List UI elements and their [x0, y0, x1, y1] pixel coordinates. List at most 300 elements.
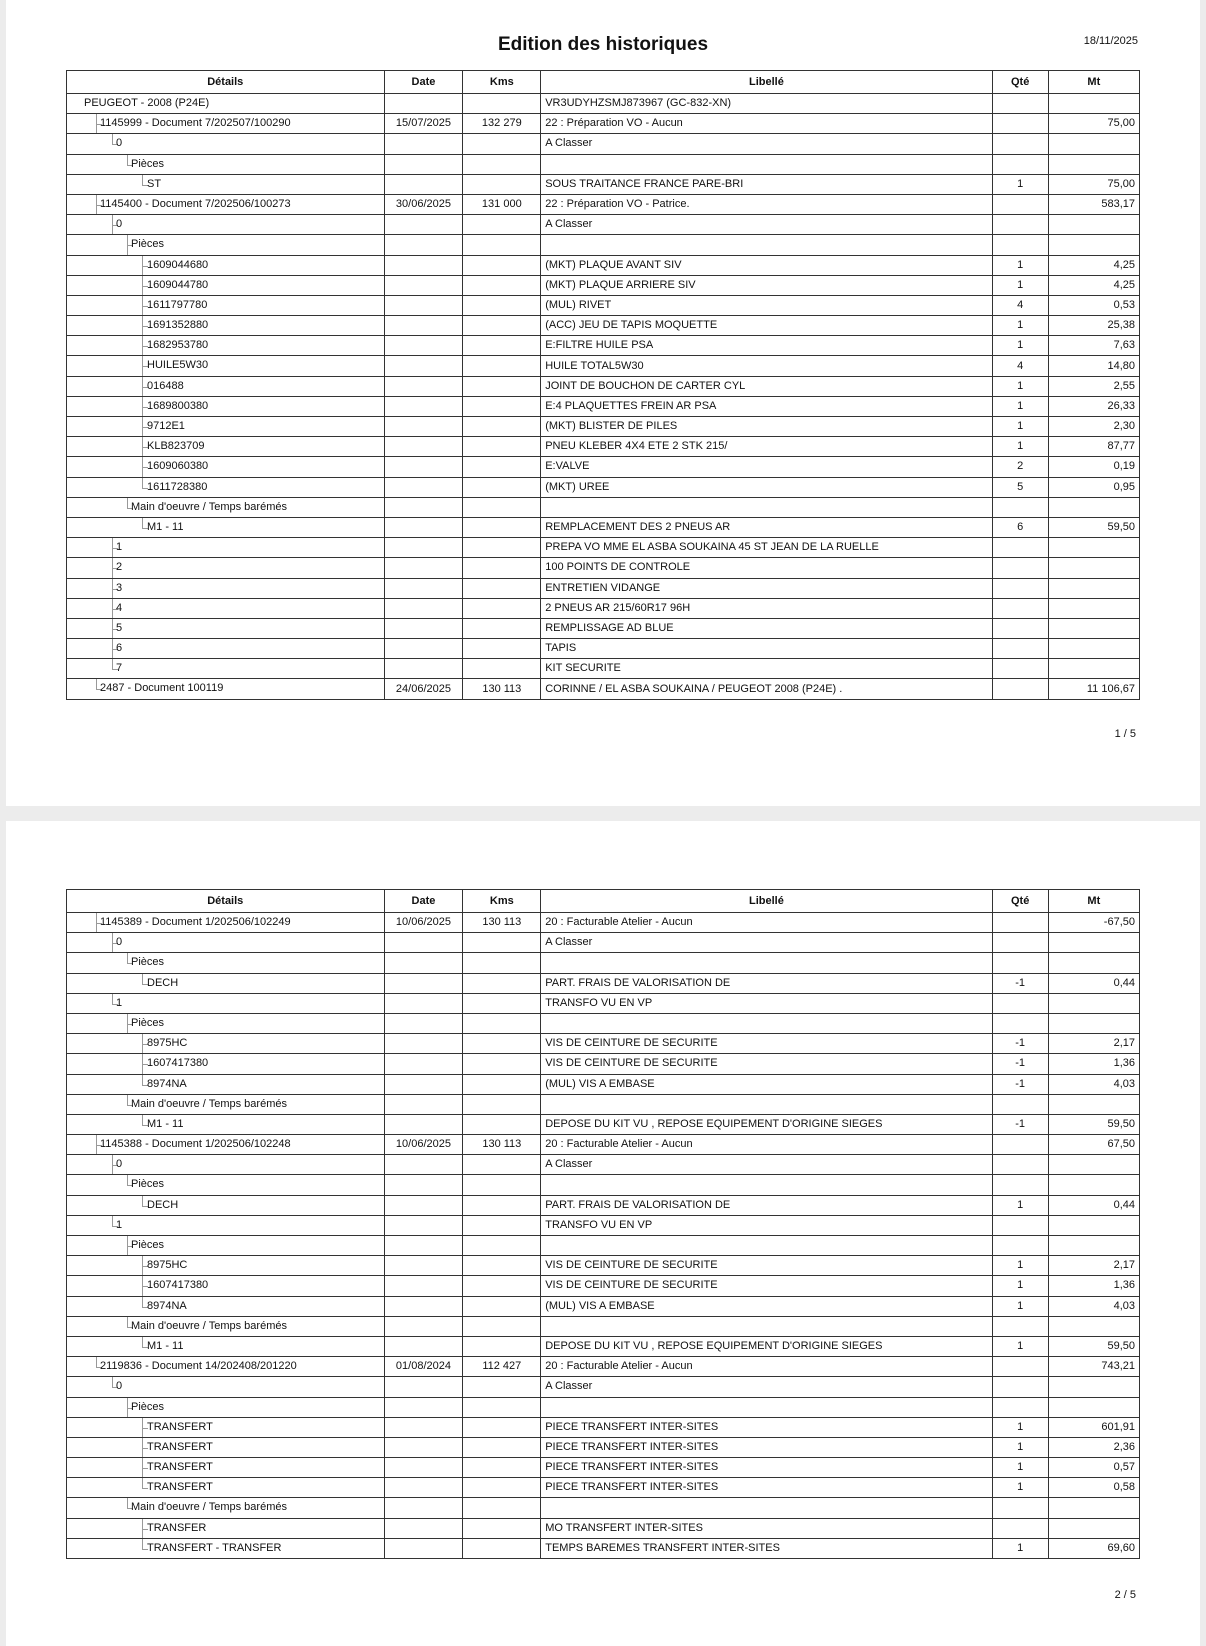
cell-qte: 1 [992, 275, 1048, 295]
cell-date [384, 598, 463, 618]
table-row [67, 1397, 1140, 1417]
cell-qte [992, 134, 1048, 154]
cell-libelle: TEMPS BAREMES TRANSFERT INTER-SITES [541, 1538, 992, 1558]
cell-libelle: HUILE TOTAL5W30 [541, 356, 992, 376]
table-row [67, 1034, 1140, 1054]
details-text: Main d'oeuvre / Temps barémés [131, 1097, 287, 1110]
details-text: 1145388 - Document 1/202506/102248 [100, 1138, 291, 1151]
cell-details [67, 1377, 385, 1397]
cell-date [384, 558, 463, 578]
details-text: DECH [147, 976, 179, 989]
details-text: 1611797780 [147, 298, 208, 311]
table-header-row [67, 890, 1140, 913]
cell-qte: 4 [992, 295, 1048, 315]
details-text: TRANSFERT [147, 1481, 213, 1494]
table-row [67, 1437, 1140, 1457]
details-text: KLB823709 [147, 440, 205, 453]
cell-mt [1048, 659, 1139, 679]
cell-details [67, 1336, 385, 1356]
details-text: 1607417380 [147, 1279, 209, 1292]
cell-details [67, 477, 385, 497]
table-row [67, 154, 1140, 174]
cell-date [384, 1094, 463, 1114]
report-title: Edition des historiques [497, 34, 709, 55]
header-libelle: Libellé [541, 71, 992, 94]
cell-libelle [541, 154, 992, 174]
cell-details [67, 1114, 385, 1134]
details-text: 0 [116, 137, 123, 150]
cell-libelle: E:VALVE [541, 457, 992, 477]
table-row [67, 1417, 1140, 1437]
cell-mt [1048, 953, 1139, 973]
cell-mt [1048, 134, 1139, 154]
cell-libelle: TRANSFO VU EN VP [541, 993, 992, 1013]
table-row [67, 1135, 1140, 1155]
cell-qte [992, 538, 1048, 558]
details-text: 7 [116, 662, 123, 675]
cell-mt [1048, 639, 1139, 659]
cell-kms [463, 1336, 541, 1356]
details-text: TRANSFERT [147, 1440, 213, 1453]
cell-details [67, 94, 385, 114]
cell-date [384, 659, 463, 679]
cell-libelle [541, 235, 992, 255]
cell-libelle [541, 1175, 992, 1195]
cell-details [67, 1013, 385, 1033]
details-text: M1 - 11 [147, 1117, 184, 1130]
cell-mt [1048, 1094, 1139, 1114]
table-row [67, 316, 1140, 336]
cell-kms [463, 558, 541, 578]
cell-details [67, 679, 385, 699]
cell-details [67, 1478, 385, 1498]
cell-details [67, 235, 385, 255]
table-row [67, 1296, 1140, 1316]
cell-details [67, 1296, 385, 1316]
cell-libelle: VIS DE CEINTURE DE SECURITE [541, 1276, 992, 1296]
cell-kms [463, 255, 541, 275]
print-date: 18/11/2025 [1083, 35, 1138, 47]
details-text: 2487 - Document 100119 [100, 682, 224, 695]
cell-kms [463, 1458, 541, 1478]
table-row [67, 578, 1140, 598]
cell-date [384, 316, 463, 336]
cell-details [67, 517, 385, 537]
page-number: 1 / 5 [1114, 728, 1136, 740]
cell-details [67, 538, 385, 558]
cell-mt: 4,25 [1048, 275, 1139, 295]
header-kms: Kms [463, 890, 541, 913]
history-table [66, 70, 1140, 700]
cell-date [384, 255, 463, 275]
cell-date [384, 497, 463, 517]
table-row [67, 973, 1140, 993]
cell-qte: 1 [992, 376, 1048, 396]
cell-kms [463, 295, 541, 315]
details-text: 1682953780 [147, 339, 209, 352]
cell-qte [992, 993, 1048, 1013]
cell-qte: 2 [992, 457, 1048, 477]
cell-libelle: PIECE TRANSFERT INTER-SITES [541, 1458, 992, 1478]
details-text: 1145400 - Document 7/202506/100273 [100, 197, 291, 210]
cell-date [384, 1538, 463, 1558]
details-text: 1691352880 [147, 319, 209, 332]
cell-date [384, 235, 463, 255]
cell-mt [1048, 215, 1139, 235]
details-text: PEUGEOT - 2008 (P24E) [84, 97, 210, 109]
cell-details [67, 356, 385, 376]
cell-qte [992, 235, 1048, 255]
cell-details [67, 316, 385, 336]
cell-mt: 14,80 [1048, 356, 1139, 376]
cell-date [384, 1417, 463, 1437]
cell-kms [463, 1054, 541, 1074]
cell-mt [1048, 558, 1139, 578]
cell-qte [992, 1013, 1048, 1033]
details-text: TRANSFERT - TRANSFER [147, 1541, 282, 1554]
cell-mt [1048, 993, 1139, 1013]
cell-kms [463, 618, 541, 638]
cell-libelle: A Classer [541, 1377, 992, 1397]
report-page-1 [6, 0, 1200, 806]
cell-libelle: (ACC) JEU DE TAPIS MOQUETTE [541, 316, 992, 336]
cell-mt [1048, 578, 1139, 598]
cell-libelle: TRANSFO VU EN VP [541, 1215, 992, 1235]
table-row [67, 1094, 1140, 1114]
cell-qte: 1 [992, 336, 1048, 356]
table-row [67, 1357, 1140, 1377]
cell-qte: -1 [992, 1054, 1048, 1074]
table-header-row [67, 71, 1140, 94]
header-libelle: Libellé [541, 890, 992, 913]
cell-details [67, 437, 385, 457]
cell-libelle [541, 1316, 992, 1336]
cell-qte: 4 [992, 356, 1048, 376]
cell-mt: 583,17 [1048, 194, 1139, 214]
cell-date [384, 376, 463, 396]
table-row [67, 1458, 1140, 1478]
details-text: 1689800380 [147, 399, 209, 412]
cell-mt: -67,50 [1048, 913, 1139, 933]
details-text: 016488 [147, 379, 184, 392]
cell-libelle: VR3UDYHZSMJ873967 (GC-832-XN) [541, 94, 992, 114]
cell-kms [463, 396, 541, 416]
cell-kms [463, 1276, 541, 1296]
table-row [67, 1276, 1140, 1296]
details-text: Pièces [131, 1178, 165, 1191]
details-text: 1 [116, 996, 123, 1009]
cell-qte: 1 [992, 1458, 1048, 1478]
cell-details [67, 457, 385, 477]
cell-date [384, 1498, 463, 1518]
cell-details [67, 953, 385, 973]
cell-kms: 130 113 [463, 913, 541, 933]
cell-date [384, 1034, 463, 1054]
cell-libelle: 20 : Facturable Atelier - Aucun [541, 1135, 992, 1155]
cell-details [67, 275, 385, 295]
header-qte: Qté [992, 71, 1048, 94]
cell-details [67, 1155, 385, 1175]
cell-qte [992, 1377, 1048, 1397]
cell-mt: 11 106,67 [1048, 679, 1139, 699]
cell-details [67, 578, 385, 598]
details-text: 0 [116, 218, 123, 231]
cell-mt [1048, 1155, 1139, 1175]
header-date: Date [384, 890, 463, 913]
cell-details [67, 1357, 385, 1377]
table-row [67, 457, 1140, 477]
details-text: Main d'oeuvre / Temps barémés [131, 1501, 287, 1514]
cell-qte [992, 154, 1048, 174]
details-text: 1609044680 [147, 258, 209, 271]
cell-kms [463, 235, 541, 255]
table-row [67, 255, 1140, 275]
cell-details [67, 396, 385, 416]
cell-kms [463, 356, 541, 376]
cell-libelle [541, 1498, 992, 1518]
cell-libelle [541, 1094, 992, 1114]
cell-qte [992, 679, 1048, 699]
cell-details [67, 154, 385, 174]
cell-qte [992, 933, 1048, 953]
cell-mt: 4,03 [1048, 1296, 1139, 1316]
cell-libelle: PART. FRAIS DE VALORISATION DE [541, 973, 992, 993]
cell-mt: 0,58 [1048, 1478, 1139, 1498]
details-text: Main d'oeuvre / Temps barémés [131, 500, 287, 513]
table-row [67, 598, 1140, 618]
cell-libelle [541, 1013, 992, 1033]
cell-kms [463, 1316, 541, 1336]
header-date: Date [384, 71, 463, 94]
cell-date [384, 94, 463, 114]
cell-date [384, 1236, 463, 1256]
details-text: 1607417380 [147, 1057, 209, 1070]
cell-date [384, 1155, 463, 1175]
details-text: Pièces [131, 1016, 165, 1029]
cell-date [384, 295, 463, 315]
cell-mt: 59,50 [1048, 1336, 1139, 1356]
table-row [67, 235, 1140, 255]
cell-date [384, 1336, 463, 1356]
cell-libelle: MO TRANSFERT INTER-SITES [541, 1518, 992, 1538]
cell-details [67, 114, 385, 134]
details-text: 8974NA [147, 1299, 187, 1312]
table-row [67, 953, 1140, 973]
cell-details [67, 376, 385, 396]
cell-date: 10/06/2025 [384, 913, 463, 933]
cell-date [384, 396, 463, 416]
cell-libelle: 100 POINTS DE CONTROLE [541, 558, 992, 578]
cell-libelle [541, 1397, 992, 1417]
details-text: 8974NA [147, 1077, 187, 1090]
cell-libelle: PIECE TRANSFERT INTER-SITES [541, 1437, 992, 1457]
table-row [67, 336, 1140, 356]
cell-kms [463, 1377, 541, 1397]
cell-libelle: (MKT) PLAQUE AVANT SIV [541, 255, 992, 275]
table-row [67, 497, 1140, 517]
cell-details [67, 1276, 385, 1296]
cell-date [384, 134, 463, 154]
cell-mt [1048, 1397, 1139, 1417]
cell-kms [463, 639, 541, 659]
cell-kms [463, 973, 541, 993]
cell-date: 01/08/2024 [384, 1357, 463, 1377]
history-rows [67, 913, 1140, 1559]
cell-qte: -1 [992, 1114, 1048, 1134]
cell-qte: 1 [992, 1538, 1048, 1558]
cell-qte [992, 659, 1048, 679]
cell-mt: 2,17 [1048, 1256, 1139, 1276]
cell-date [384, 1458, 463, 1478]
cell-qte [992, 1518, 1048, 1538]
table-row [67, 1114, 1140, 1134]
cell-libelle: A Classer [541, 134, 992, 154]
cell-kms [463, 457, 541, 477]
cell-qte: 1 [992, 316, 1048, 336]
cell-kms [463, 598, 541, 618]
details-text: 1611728380 [147, 480, 208, 493]
cell-mt: 0,57 [1048, 1458, 1139, 1478]
report-page-2 [6, 821, 1200, 1646]
cell-date [384, 1215, 463, 1235]
cell-kms [463, 517, 541, 537]
cell-qte: 6 [992, 517, 1048, 537]
table-row [67, 295, 1140, 315]
table-row [67, 194, 1140, 214]
cell-libelle: ENTRETIEN VIDANGE [541, 578, 992, 598]
details-text: Pièces [131, 1400, 165, 1413]
cell-kms [463, 1034, 541, 1054]
details-text: TRANSFER [147, 1521, 207, 1534]
cell-date [384, 933, 463, 953]
cell-date [384, 578, 463, 598]
table-row [67, 659, 1140, 679]
cell-qte [992, 1357, 1048, 1377]
cell-qte: 1 [992, 1336, 1048, 1356]
cell-qte [992, 618, 1048, 638]
cell-kms: 130 113 [463, 1135, 541, 1155]
cell-date [384, 1296, 463, 1316]
cell-libelle: 22 : Préparation VO - Patrice. [541, 194, 992, 214]
cell-libelle: REMPLISSAGE AD BLUE [541, 618, 992, 638]
cell-qte: 1 [992, 255, 1048, 275]
cell-details [67, 1437, 385, 1457]
cell-libelle: VIS DE CEINTURE DE SECURITE [541, 1256, 992, 1276]
cell-date: 30/06/2025 [384, 194, 463, 214]
table-row [67, 174, 1140, 194]
cell-qte: -1 [992, 973, 1048, 993]
cell-libelle: 20 : Facturable Atelier - Aucun [541, 1357, 992, 1377]
cell-mt [1048, 1498, 1139, 1518]
cell-date [384, 1013, 463, 1033]
table-row [67, 215, 1140, 235]
table-row [67, 376, 1140, 396]
cell-libelle: SOUS TRAITANCE FRANCE PARE-BRI [541, 174, 992, 194]
cell-libelle: CORINNE / EL ASBA SOUKAINA / PEUGEOT 2008 (P24E) . [541, 679, 992, 699]
table-row [67, 679, 1140, 699]
cell-date [384, 215, 463, 235]
cell-kms [463, 477, 541, 497]
cell-qte: 1 [992, 1276, 1048, 1296]
cell-details [67, 336, 385, 356]
header-kms: Kms [463, 71, 541, 94]
details-text: 1609060380 [147, 460, 209, 473]
table-row [67, 477, 1140, 497]
table-row [67, 1215, 1140, 1235]
cell-libelle: KIT SECURITE [541, 659, 992, 679]
cell-kms: 112 427 [463, 1357, 541, 1377]
cell-kms [463, 953, 541, 973]
details-text: Pièces [131, 956, 165, 969]
details-text: HUILE5W30 [147, 359, 209, 372]
cell-date [384, 1195, 463, 1215]
cell-kms: 130 113 [463, 679, 541, 699]
cell-mt [1048, 1175, 1139, 1195]
cell-details [67, 558, 385, 578]
details-text: Pièces [131, 157, 165, 170]
cell-qte: 1 [992, 1296, 1048, 1316]
cell-qte: 1 [992, 1437, 1048, 1457]
cell-details [67, 1175, 385, 1195]
table-row [67, 1236, 1140, 1256]
header-details: Détails [67, 890, 385, 913]
table-row [67, 1074, 1140, 1094]
details-text: ST [147, 177, 162, 190]
table-row [67, 517, 1140, 537]
details-text: M1 - 11 [147, 1339, 184, 1352]
cell-kms [463, 1397, 541, 1417]
cell-mt [1048, 497, 1139, 517]
cell-libelle: 22 : Préparation VO - Aucun [541, 114, 992, 134]
cell-mt: 2,36 [1048, 1437, 1139, 1457]
cell-libelle: 20 : Facturable Atelier - Aucun [541, 913, 992, 933]
cell-mt: 75,00 [1048, 114, 1139, 134]
cell-details [67, 933, 385, 953]
cell-date [384, 1074, 463, 1094]
cell-libelle: DEPOSE DU KIT VU , REPOSE EQUIPEMENT D'ORIGINE SIEGES [541, 1114, 992, 1134]
header-mt: Mt [1048, 71, 1139, 94]
cell-mt: 0,53 [1048, 295, 1139, 315]
table-row [67, 275, 1140, 295]
details-text: 3 [116, 581, 123, 594]
cell-kms [463, 1498, 541, 1518]
cell-libelle: A Classer [541, 215, 992, 235]
cell-mt: 67,50 [1048, 1135, 1139, 1155]
cell-qte: 1 [992, 1417, 1048, 1437]
cell-qte [992, 1215, 1048, 1235]
cell-details [67, 497, 385, 517]
cell-kms [463, 497, 541, 517]
details-text: 1 [116, 1218, 123, 1231]
cell-mt [1048, 1518, 1139, 1538]
cell-kms [463, 659, 541, 679]
cell-qte [992, 953, 1048, 973]
cell-qte [992, 1155, 1048, 1175]
cell-date: 15/07/2025 [384, 114, 463, 134]
table-row [67, 356, 1140, 376]
cell-mt: 2,17 [1048, 1034, 1139, 1054]
cell-qte [992, 1135, 1048, 1155]
cell-mt [1048, 94, 1139, 114]
details-text: TRANSFERT [147, 1420, 213, 1433]
cell-qte [992, 497, 1048, 517]
details-text: 4 [116, 601, 123, 614]
cell-date [384, 1437, 463, 1457]
table-row [67, 1498, 1140, 1518]
cell-mt: 59,50 [1048, 517, 1139, 537]
cell-details [67, 215, 385, 235]
cell-libelle: PNEU KLEBER 4X4 ETE 2 STK 215/ [541, 437, 992, 457]
